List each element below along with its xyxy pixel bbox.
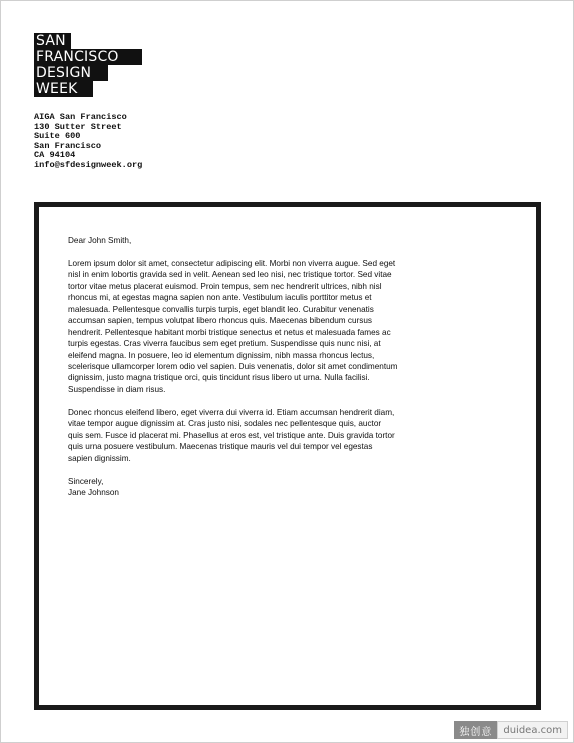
address-suite: Suite 600: [34, 131, 81, 142]
letter-body: [68, 235, 398, 499]
address-city: San Francisco: [34, 140, 102, 151]
logo-line-4: WEEK: [34, 81, 93, 97]
address-state-zip: CA 94104: [34, 150, 76, 161]
letter-paragraph-2: Donec rhoncus eleifend libero, eget viverra dui viverra id. Etiam accumsan hendrerit diam, vitae tempor augue dignissim at. Cras justo nisi, sodales nec pellentesque quis, auctor quis sem. Fusce id placerat mi. Phasellus at eros est, vel tristique ante. Duis gravida tortor quis urna posuere vestibulum. Maecenas tristique mauris vel dui tempor vel egestas sapien dignissim.: [68, 407, 395, 463]
logo-line-2: FRANCISCO: [34, 49, 142, 65]
sf-design-week-logo: [34, 33, 144, 97]
letter-salutation: Dear John Smith,: [68, 236, 132, 245]
address-organization: AIGA San Francisco: [34, 112, 127, 122]
logo-line-3: DESIGN: [34, 65, 108, 81]
letter-paragraph-1: Lorem ipsum dolor sit amet, consectetur adipiscing elit. Morbi non viverra augue. Sed eget nisl in enim lobortis gravida sed in velit. Aenean sed leo nisi, nec tristique tortor. Sed vitae tortor vitae metus placerat euismod. Proin tempus, sem nec hendrerit ultrices, nibh nisl rhoncus mi, at egestas magna sapien non ante. Vestibulum iaculis porttitor metus et malesuada. Pellentesque convallis turpis turpis, eget blandit leo. Curabitur venenatis accumsan sapien, tempus volutpat libero rhoncus quis. Maecenas bibendum cursus hendrerit. Pellentesque habitant morbi tristique senectus et netus et malesuada fames ac turpis egestas. Cras viverra faucibus sem eget pretium. Suspendisse quis nunc nisi, at eleifend magna. In posuere, leo id elementum dignissim, nibh massa rhoncus lectus, scelerisque ullamcorper lorem odio vel sapien. Duis venenatis, dolor sit amet condimentum dignissim, justo magna tristique orci, quis tincidunt risus libero ut urna. Nulla facilisi. Suspendisse in diam risus.: [68, 258, 398, 394]
watermark-chinese-text: 独创意: [454, 721, 497, 739]
watermark-url: duidea.com: [497, 721, 568, 739]
address-street: 130 Sutter Street: [34, 121, 122, 132]
watermark: [454, 721, 568, 739]
letter-closing: Sincerely,: [68, 476, 104, 486]
logo-line-1: SAN: [34, 33, 71, 49]
letter-signature: Jane Johnson: [68, 488, 119, 498]
sender-address: [34, 113, 142, 171]
address-email: info@sfdesignweek.org: [34, 159, 143, 170]
